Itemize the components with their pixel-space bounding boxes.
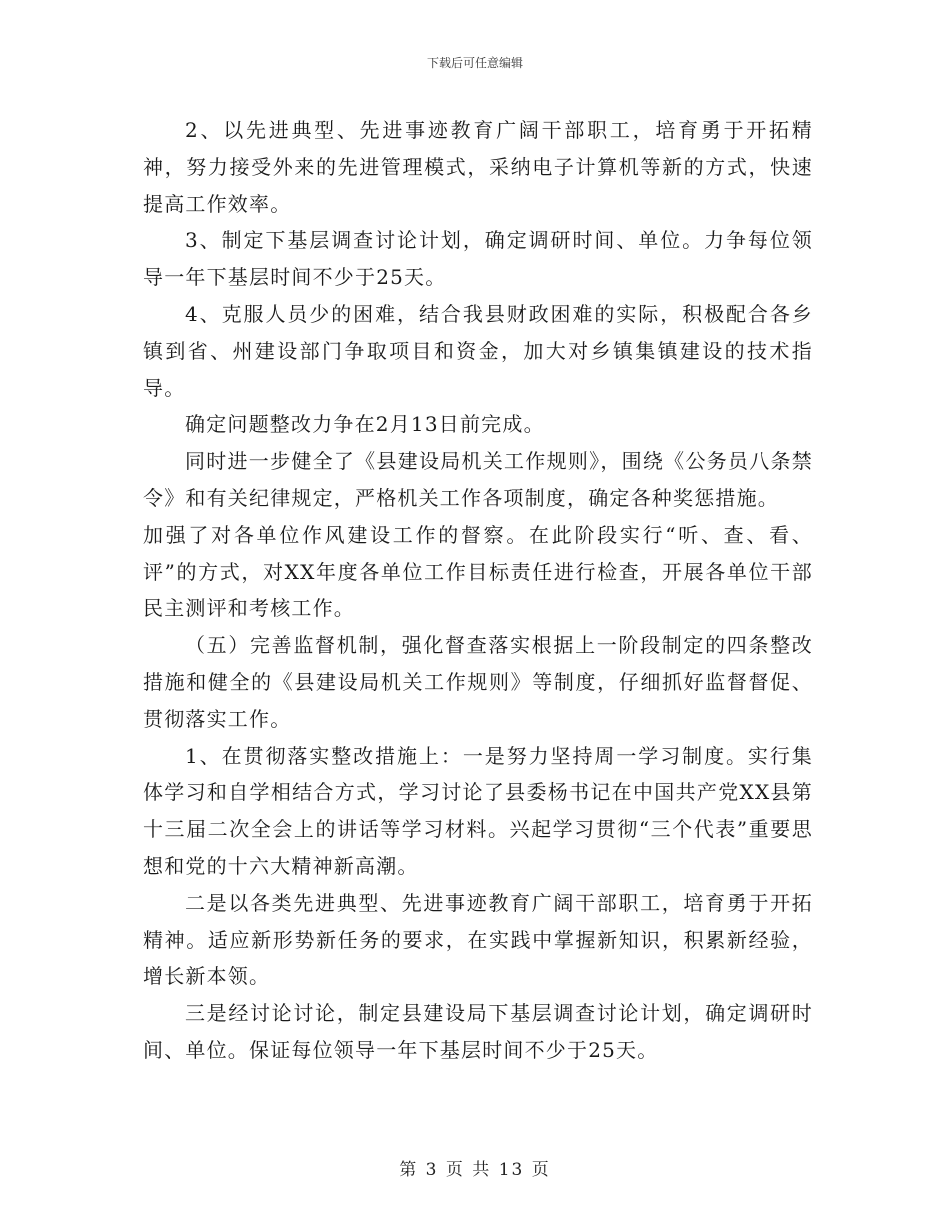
page-number-footer: 第 3 页 共 13 页: [399, 1160, 551, 1180]
paragraph: 2、以先进典型、先进事迹教育广阔干部职工，培育勇于开拓精神，努力接受外来的先进管理模式，采纳电子计算机等新的方式，快速提高工作效率。: [143, 118, 813, 216]
paragraph: 加强了对各单位作风建设工作的督察。在此阶段实行“听、查、看、评”的方式，对XX年度各单位工作目标责任进行检查，开展各单位干部民主测评和考核工作。: [143, 522, 813, 621]
document-body: [143, 112, 813, 1069]
paragraph: 4、克服人员少的困难，结合我县财政困难的实际，积极配合各乡镇到省、州建设部门争取项目和资金，加大对乡镇集镇建设的技术指导。: [143, 301, 813, 400]
paragraph: 三是经讨论讨论，制定县建设局下基层调查讨论计划，确定调研时间、单位。保证每位领导一年下基层时间不少于25天。: [143, 1001, 813, 1062]
paragraph: 确定问题整改力争在2月13日前完成。: [185, 412, 545, 437]
paragraph: 同时进一步健全了《县建设局机关工作规则》，围绕《公务员八条禁令》和有关纪律规定，严格机关工作各项制度，确定各种奖惩措施。: [143, 449, 813, 510]
page-header: 下载后可任意编辑: [426, 56, 523, 70]
paragraph: 1、在贯彻落实整改措施上：一是努力坚持周一学习制度。实行集体学习和自学相结合方式，学习讨论了县委杨书记在中国共产党XX县第十三届二次全会上的讲话等学习材料。兴起学习贯彻“三个代表”重要思想和党的十六大精神新高潮。: [143, 743, 813, 878]
paragraph: 3、制定下基层调查讨论计划，确定调研时间、单位。力争每位领导一年下基层时间不少于25天。: [143, 228, 813, 290]
paragraph: （五）完善监督机制，强化督查落实根据上一阶段制定的四条整改措施和健全的《县建设局机关工作规则》等制度，仔细抓好监督督促、贯彻落实工作。: [143, 633, 813, 731]
paragraph: 二是以各类先进典型、先进事迹教育广阔干部职工，培育勇于开拓精神。适应新形势新任务的要求，在实践中掌握新知识，积累新经验，增长新本领。: [143, 890, 813, 989]
